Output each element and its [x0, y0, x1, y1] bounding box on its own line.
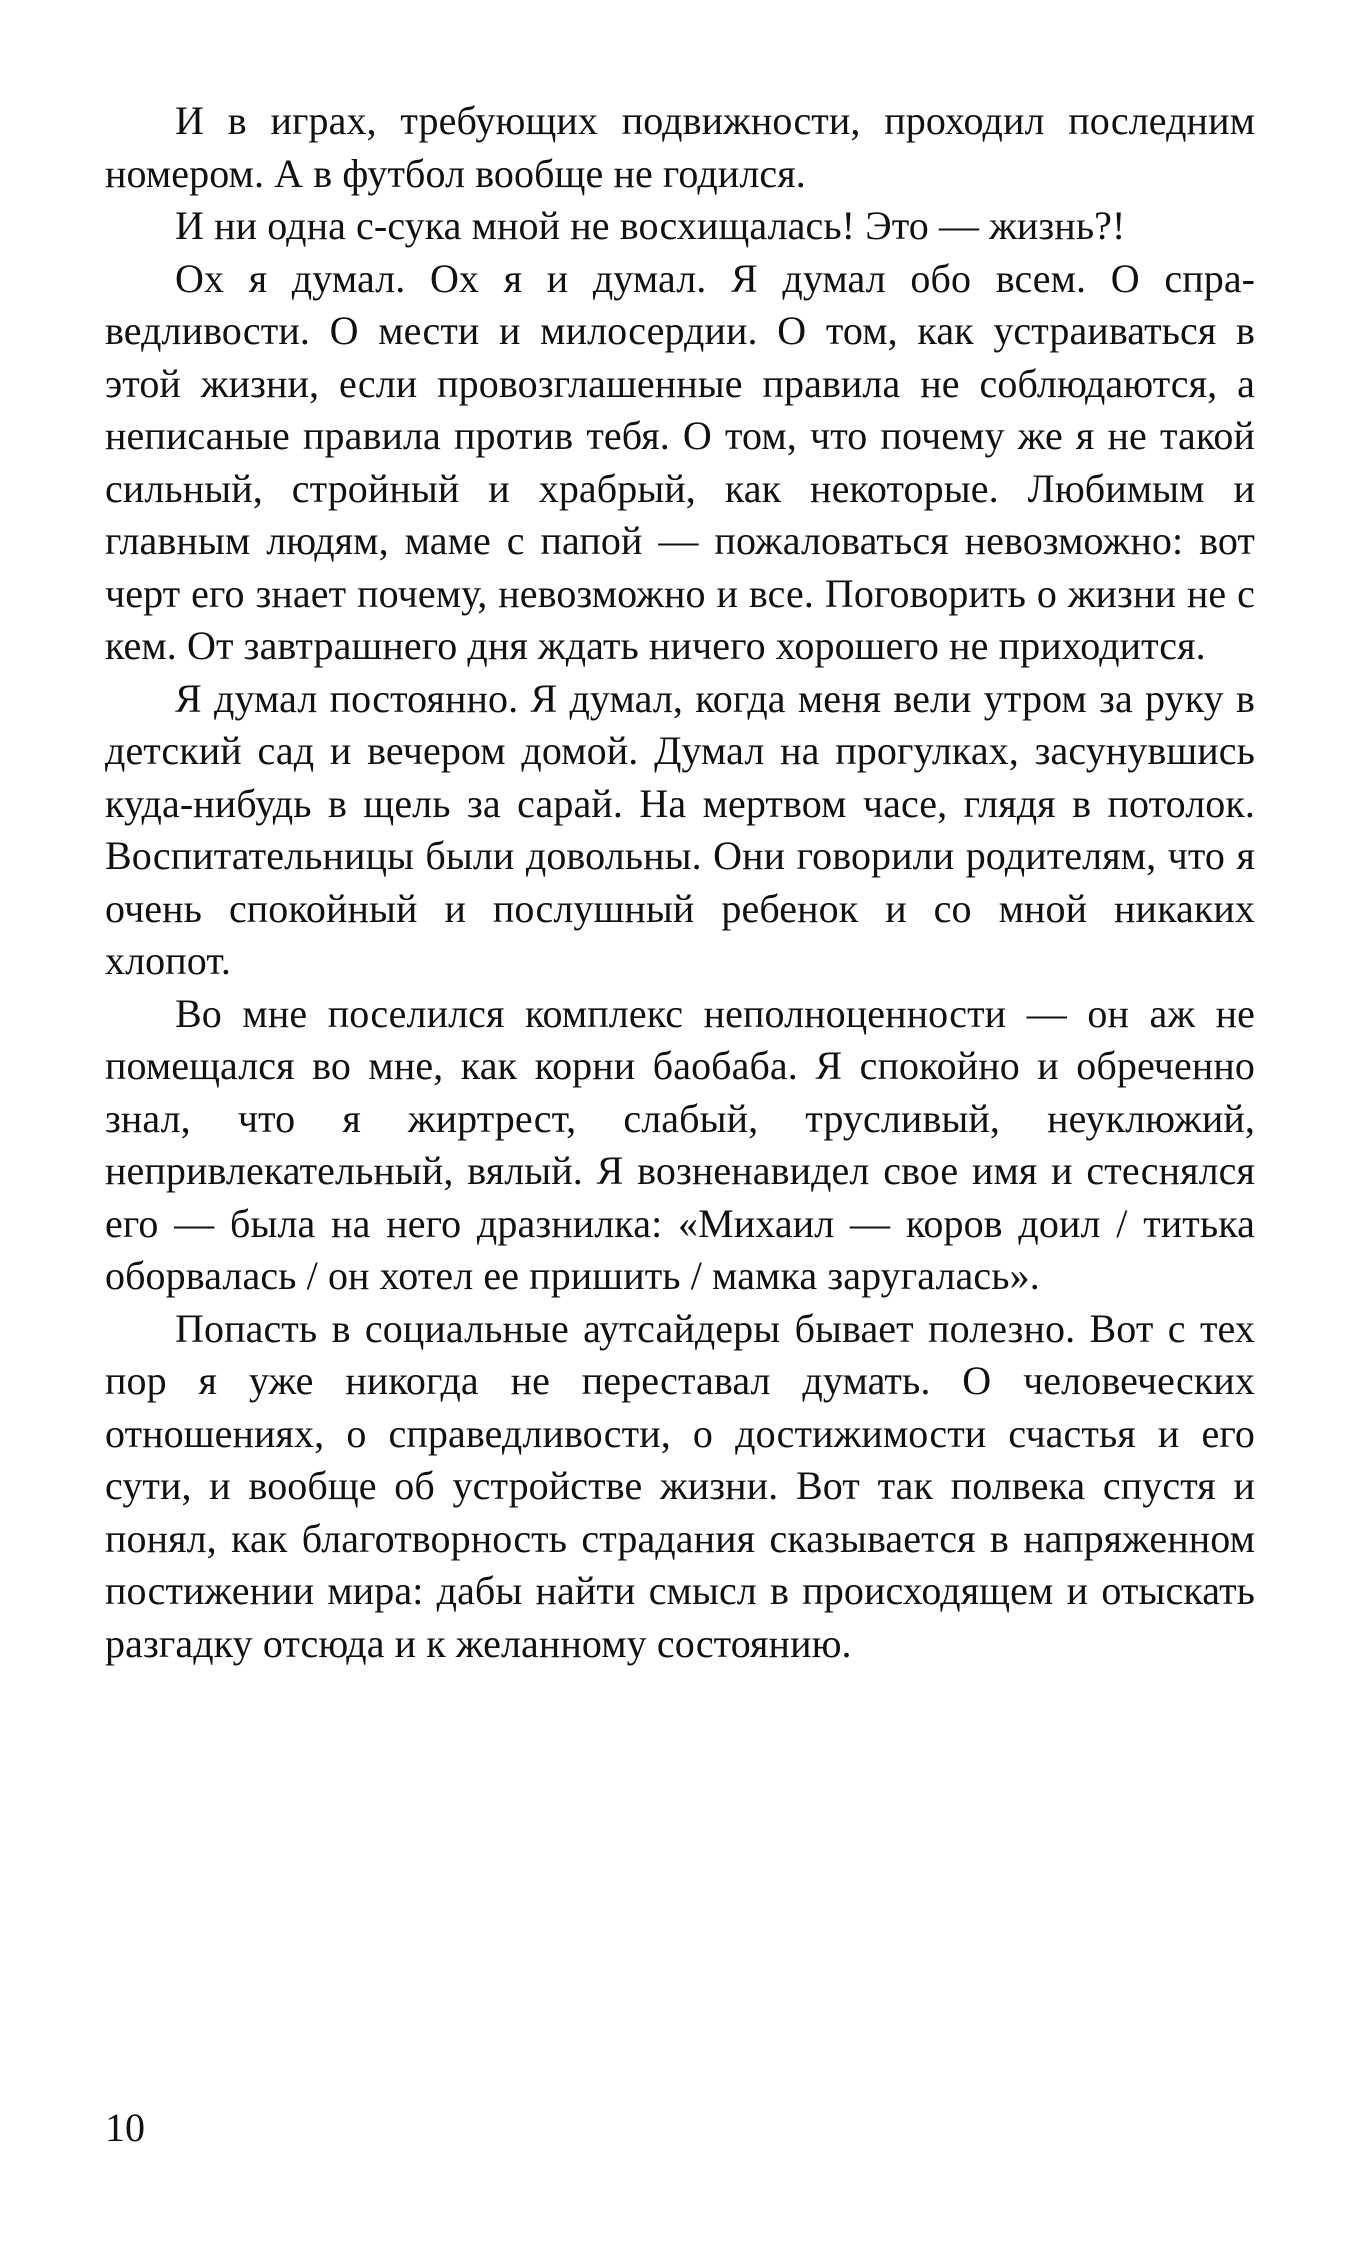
paragraph-5: Во мне поселился комплекс неполноценности — он аж не помещался во мне, как корни баобаба. Я спокойно и обреченно знал, что я жиртрест, слабый, трусливый, неуклюжий, непривлекательный, вялый. Я возненавидел свое имя и стеснялся его — была на него дразнилка: «Михаил — коров доил / титька оборвалась / он хотел ее пришить / мамка заругалась».: [105, 990, 1255, 1298]
paragraph-3: Ох я думал. Ох я и думал. Я думал обо всем. О справедливости. О мести и милосердии. О том, как устраиваться в этой жизни, если провозглашенные правила не соблюдаются, а неписаные правила против тебя. О том, что почему же я не такой сильный, стройный и храбрый, как некоторые. Любимым и главным людям, маме с папой — пожаловаться невозможно: вот черт его знает почему, невозможно и все. Поговорить о жизни не с кем. От завтрашнего дня ждать ничего хорошего не приходится.: [105, 255, 1255, 668]
paragraph-1: И в играх, требующих подвижности, проходил последним номером. А в футбол вообще не годился.: [105, 98, 1255, 196]
paragraph-2: И ни одна с-сука мной не восхищалась! Это — жизнь?!: [175, 203, 1126, 248]
paragraph-4: Я думал постоянно. Я думал, когда меня вели утром за руку в детский сад и вечером домой. Думал на прогулках, засунувшись куда-нибудь в щель за сарай. На мертвом часе, глядя в потолок. Воспитательницы были довольны. Они говорили родителям, что я очень спокойный и послушный ребенок и со мной никаких хлопот.: [105, 675, 1255, 983]
page-number: 10: [105, 2105, 145, 2150]
paragraph-6: Попасть в социальные аутсайдеры бывает полезно. Вот с тех пор я уже никогда не переставал думать. О человеческих отношениях, о справедливости, о достижимости счастья и его сути, и вообще об устройстве жизни. Вот так полвека спустя и понял, как благотворность страдания сказывается в напряженном постижении мира: дабы найти смысл в происходящем и отыскать разгадку отсюда и к желанному состоянию.: [105, 1305, 1255, 1666]
body-text: [105, 95, 1255, 1670]
